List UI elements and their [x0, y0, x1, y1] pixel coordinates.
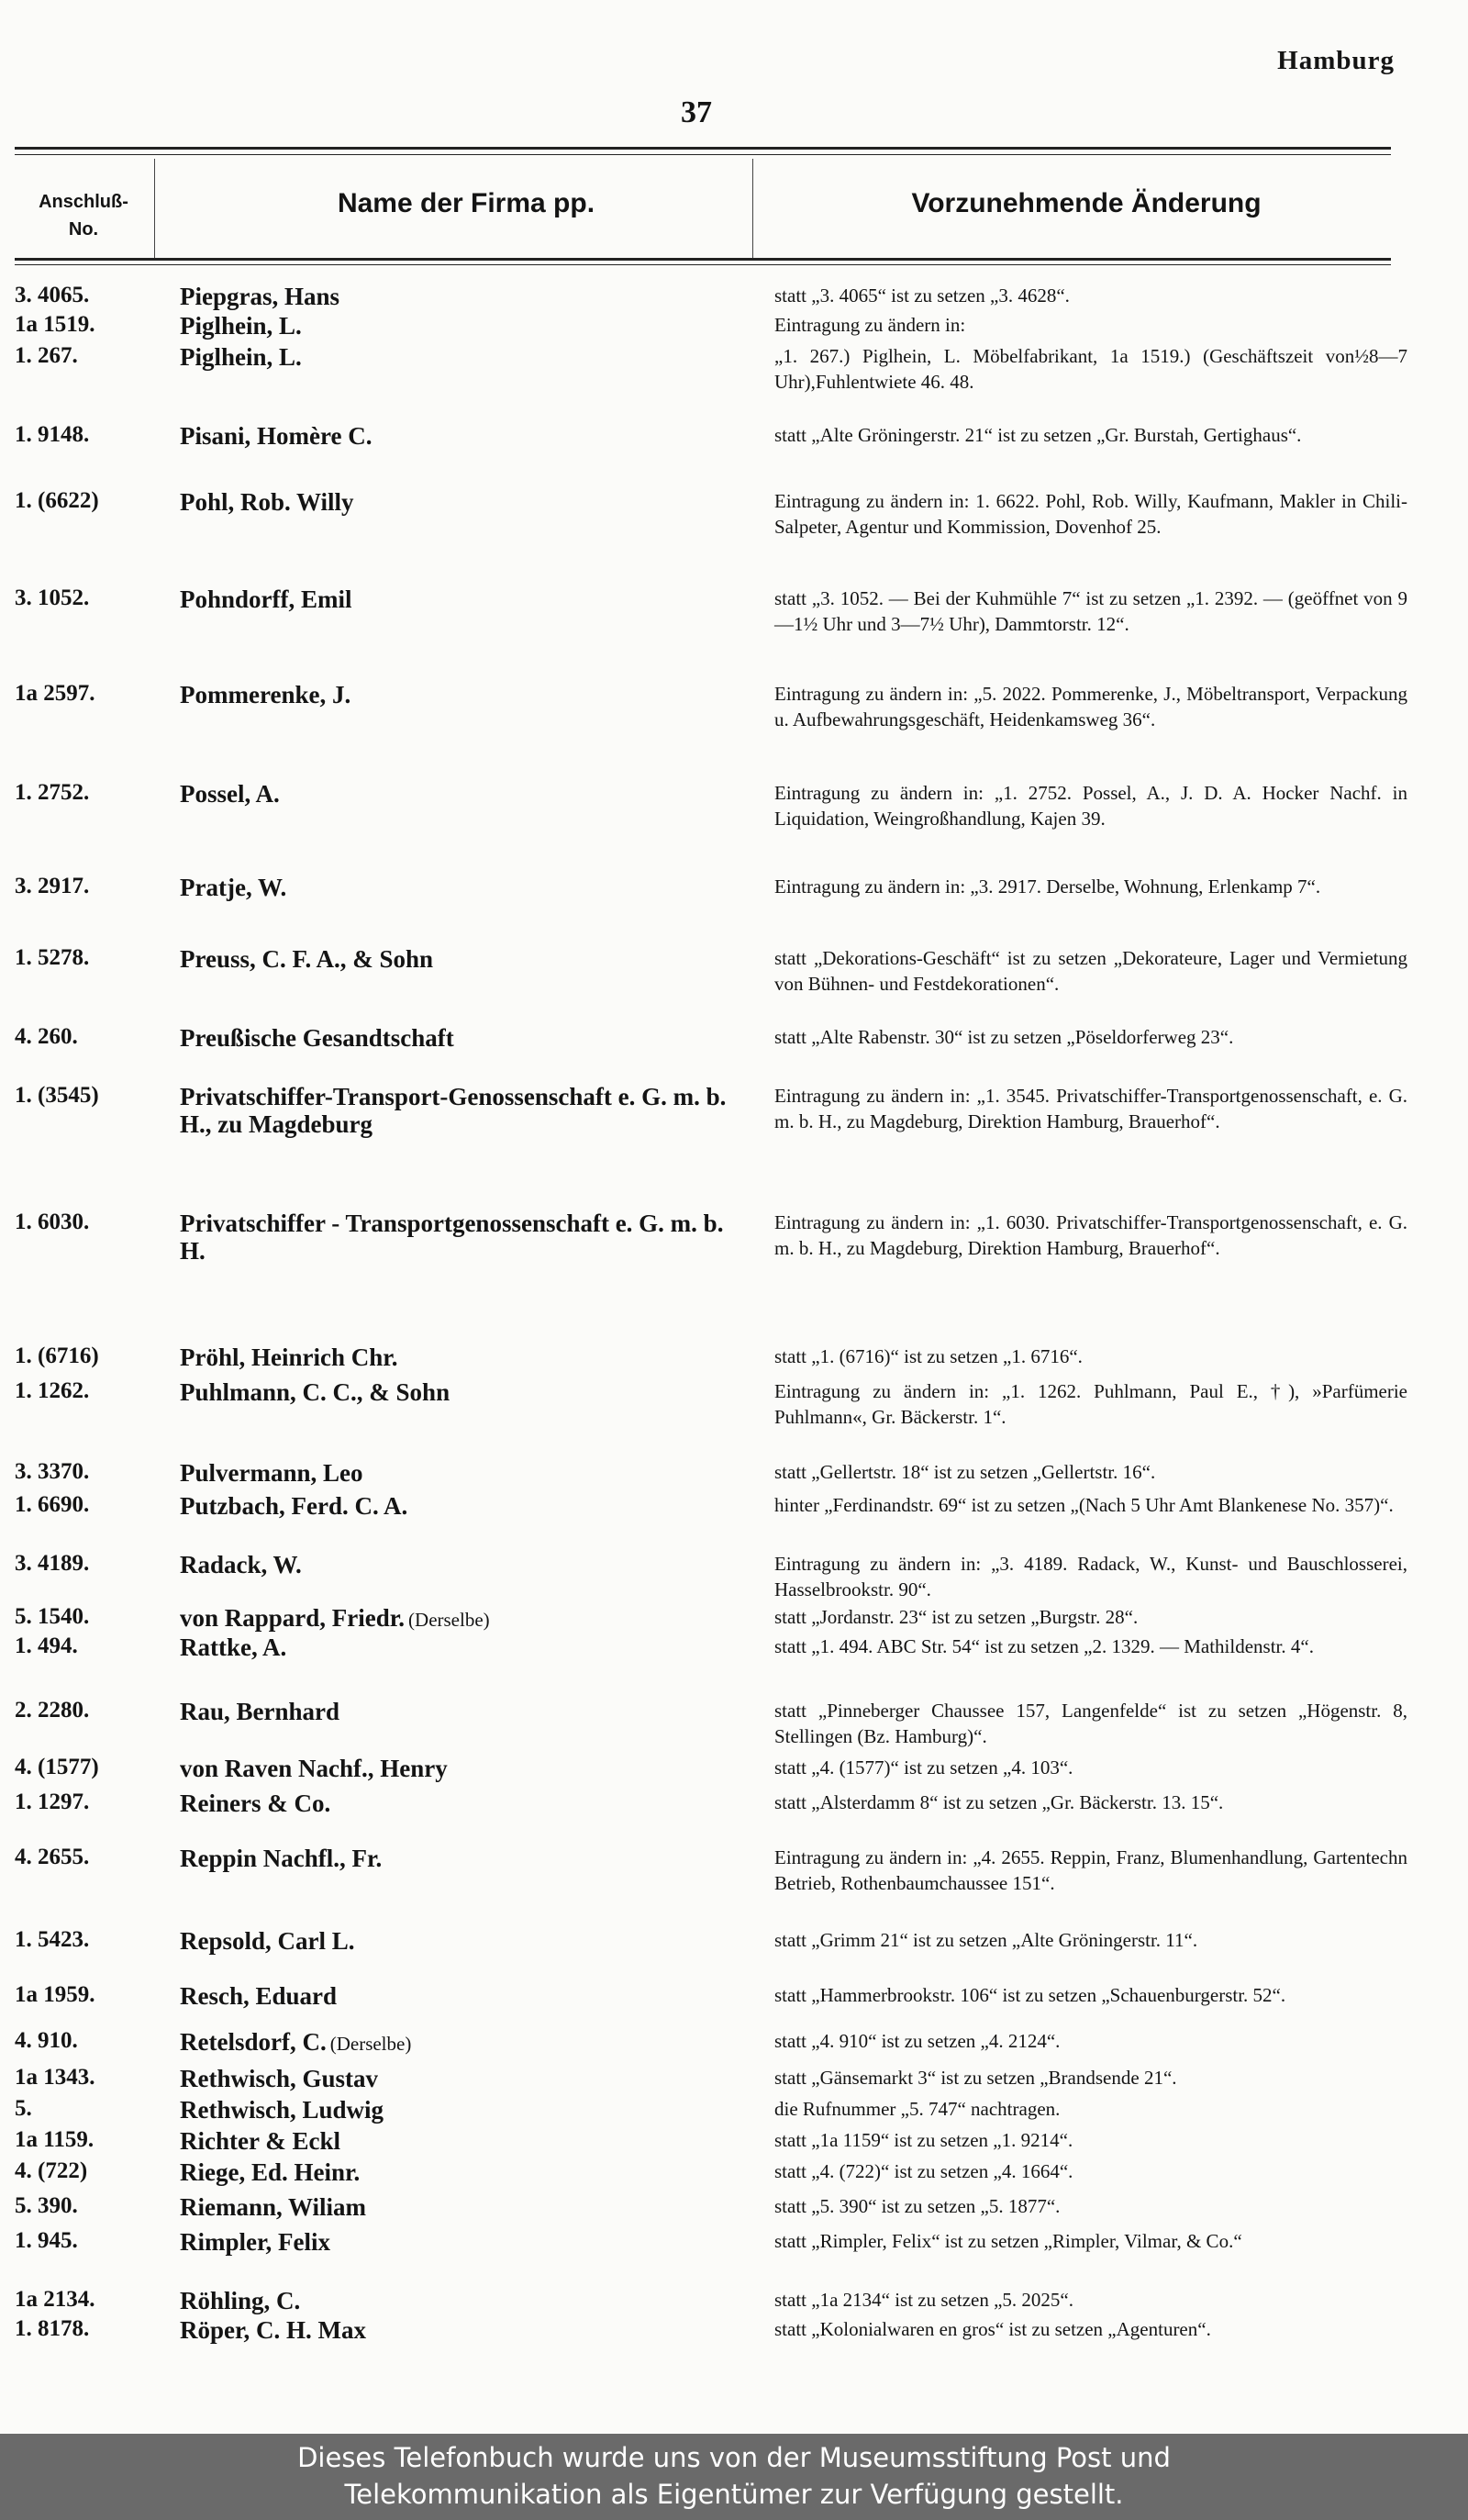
- change-text: statt „1. 494. ABC Str. 54“ ist zu setzen „2. 1329. — Mathildenstr. 4“.: [774, 1635, 1314, 1657]
- change-text: Eintragung zu ändern in: „1. 1262. Puhlmann, Paul E., †), »Parfümerie Puhlmann«, Gr. Bäckerstr. 1“.: [774, 1380, 1407, 1428]
- firm-name-text: Richter & Eckl: [180, 2127, 344, 2155]
- firm-name-text: Pröhl, Heinrich Chr.: [180, 1344, 402, 1371]
- change-text: statt „Rimpler, Felix“ ist zu setzen „Rimpler, Vilmar, & Co.“: [774, 2230, 1242, 2252]
- change-text: die Rufnummer „5. 747“ nachtragen.: [774, 2098, 1061, 2120]
- firm-name: [180, 2065, 754, 2092]
- connection-number: 4. 2655.: [15, 1845, 90, 1869]
- firm-name: [180, 1982, 754, 2010]
- firm-name: [180, 585, 754, 613]
- firm-name: [180, 780, 754, 808]
- region-heading: Hamburg: [1277, 46, 1395, 75]
- firm-name-text: Repsold, Carl L.: [180, 1927, 359, 1955]
- change-text: Eintragung zu ändern in: „1. 2752. Possel, A., J. D. A. Hocker Nachf. in Liquidation, Weingroßhandlung, Kajen 39.: [774, 782, 1407, 830]
- connection-number: 5.: [15, 2096, 32, 2121]
- firm-name-text: Reppin Nachfl., Fr.: [180, 1845, 385, 1872]
- connection-number: 1. 267.: [15, 343, 78, 368]
- firm-name-text: Piepgras, Hans: [180, 283, 343, 310]
- firm-name: [180, 1492, 754, 1520]
- firm-name-text: Rau, Bernhard: [180, 1698, 343, 1725]
- firm-name: [180, 1634, 754, 1661]
- firm-name-text: Pohl, Rob. Willy: [180, 488, 358, 516]
- connection-number: 1. 494.: [15, 1634, 78, 1658]
- firm-name: [180, 1845, 754, 1872]
- firm-name-text: Pulvermann, Leo: [180, 1459, 367, 1487]
- firm-name-text: Possel, A.: [180, 780, 284, 808]
- change-text: statt „Grimm 21“ ist zu setzen „Alte Gröningerstr. 11“.: [774, 1929, 1198, 1951]
- change-text: Eintragung zu ändern in: „1. 6030. Privatschiffer-Transportgenossenschaft, e. G. m. b. H., zu Magdeburg, Direktion Hamburg, Brauerhof“.: [774, 1211, 1407, 1259]
- firm-name-text: Privatschiffer - Transportgenossenschaft e. G. m. b. H.: [180, 1210, 724, 1265]
- firm-name-text: Pratje, W.: [180, 874, 290, 901]
- change-text: statt „Gänsemarkt 3“ ist zu setzen „Brandsende 21“.: [774, 2067, 1177, 2089]
- firm-name: [180, 1790, 754, 1817]
- column-header-number-line2: No.: [68, 219, 99, 240]
- firm-name: [180, 1755, 754, 1782]
- change-text: statt „1a 1159“ ist zu setzen „1. 9214“.: [774, 2129, 1073, 2151]
- firm-name-text: Reiners & Co.: [180, 1790, 334, 1817]
- firm-name-text: Piglhein, L.: [180, 343, 306, 371]
- firm-name: [180, 1024, 754, 1052]
- column-header-number: [15, 188, 152, 243]
- change-text: statt „4. (1577)“ ist zu setzen „4. 103“.: [774, 1756, 1073, 1778]
- change-text: Eintragung zu ändern in: „3. 2917. Derselbe, Wohnung, Erlenkamp 7“.: [774, 875, 1321, 898]
- firm-name-text: Preußische Gesandtschaft: [180, 1024, 458, 1052]
- top-rule-thin: [15, 154, 1391, 155]
- connection-number: 1. 5423.: [15, 1927, 90, 1952]
- firm-name-text: Preuss, C. F. A., & Sohn: [180, 945, 437, 973]
- change-text: Eintragung zu ändern in: „3. 4189. Radack, W., Kunst- und Bauschlosserei, Hasselbrookstr. 90“.: [774, 1553, 1407, 1600]
- change-text: statt „4. (722)“ ist zu setzen „4. 1664“.: [774, 2160, 1073, 2182]
- connection-number: 1. 1262.: [15, 1378, 90, 1403]
- firm-name: [180, 874, 754, 901]
- firm-name: [180, 488, 754, 516]
- firm-name-text: Riege, Ed. Heinr.: [180, 2158, 363, 2186]
- footer-line-1: Dieses Telefonbuch wurde uns von der Museumsstiftung Post und: [297, 2442, 1171, 2473]
- firm-name-text: Pisani, Homère C.: [180, 422, 375, 450]
- firm-name-text: Pommerenke, J.: [180, 681, 354, 708]
- connection-number: 1a 1343.: [15, 2065, 95, 2090]
- connection-number: 1. 9148.: [15, 422, 90, 447]
- firm-name-text: von Raven Nachf., Henry: [180, 1755, 451, 1782]
- firm-name-text: Röper, C. H. Max: [180, 2316, 370, 2344]
- change-text: statt „Dekorations-Geschäft“ ist zu setzen „Dekorateure, Lager und Vermietung von Bühnen- und Festdekorationen“.: [774, 947, 1407, 995]
- footer-notice: [0, 2434, 1468, 2520]
- connection-number: 4. (722): [15, 2158, 88, 2183]
- connection-number: 1. (3545): [15, 1083, 99, 1108]
- change-text: statt „Alsterdamm 8“ ist zu setzen „Gr. Bäckerstr. 13. 15“.: [774, 1791, 1224, 1813]
- firm-name-text: Rattke, A.: [180, 1634, 290, 1661]
- firm-name: [180, 1698, 754, 1725]
- change-text: Eintragung zu ändern in: „4. 2655. Reppin, Franz, Blumenhandlung, Gartentechn Betrieb, Rothenbaumchaussee 151“.: [774, 1846, 1407, 1894]
- firm-name-text: Piglhein, L.: [180, 312, 306, 340]
- firm-name-text: Puhlmann, C. C., & Sohn: [180, 1378, 453, 1406]
- firm-name: [180, 1210, 754, 1265]
- change-text: Eintragung zu ändern in: 1. 6622. Pohl, Rob. Willy, Kaufmann, Makler in Chili-Salpeter, Agentur und Kommission, Dovenhof 25.: [774, 490, 1407, 538]
- change-text: statt „Hammerbrookstr. 106“ ist zu setzen „Schauenburgerstr. 52“.: [774, 1984, 1286, 2006]
- firm-name-text: Röhling, C.: [180, 2287, 304, 2314]
- firm-name: [180, 2287, 754, 2314]
- change-text: statt „Alte Rabenstr. 30“ ist zu setzen „Pöseldorferweg 23“.: [774, 1026, 1234, 1048]
- firm-name: [180, 1344, 754, 1371]
- connection-number: 1. 8178.: [15, 2316, 90, 2341]
- firm-name: [180, 2096, 754, 2124]
- firm-name: [180, 1927, 754, 1955]
- connection-number: 1. 5278.: [15, 945, 90, 970]
- column-header-number-line1: Anschluß-: [39, 192, 128, 212]
- firm-name: [180, 1551, 754, 1578]
- connection-number: 1a 2597.: [15, 681, 95, 706]
- firm-name-text: Resch, Eduard: [180, 1982, 340, 2010]
- firm-name: [180, 312, 754, 340]
- firm-name: [180, 945, 754, 973]
- column-header-change: Vorzunehmende Änderung: [911, 188, 1262, 218]
- change-text: statt „3. 4065“ ist zu setzen „3. 4628“.: [774, 284, 1070, 307]
- connection-number: 1. 945.: [15, 2228, 78, 2253]
- connection-number: 3. 1052.: [15, 585, 90, 610]
- firm-name-text: Rimpler, Felix: [180, 2228, 334, 2256]
- page-number: 37: [681, 95, 712, 129]
- firm-name: [180, 422, 754, 450]
- connection-number: 3. 3370.: [15, 1459, 90, 1484]
- connection-number: 1. 2752.: [15, 780, 90, 805]
- firm-name: [180, 2316, 754, 2344]
- column-divider-2: [752, 159, 753, 258]
- firm-name-text: Rethwisch, Ludwig: [180, 2096, 387, 2124]
- connection-number: 1. (6716): [15, 1344, 99, 1368]
- firm-name: [180, 2228, 754, 2256]
- change-text: Eintragung zu ändern in: „5. 2022. Pommerenke, J., Möbeltransport, Verpackung u. Aufbewahrungsgeschäft, Heidenkamsweg 36“.: [774, 683, 1407, 730]
- change-text: statt „5. 390“ ist zu setzen „5. 1877“.: [774, 2195, 1061, 2217]
- firm-name-text: von Rappard, Friedr.: [180, 1604, 408, 1632]
- firm-name: [180, 2158, 754, 2186]
- change-text: statt „Kolonialwaren en gros“ ist zu setzen „Agenturen“.: [774, 2318, 1211, 2340]
- column-divider-1: [154, 159, 155, 258]
- firm-name: [180, 1083, 754, 1138]
- firm-name: [180, 681, 754, 708]
- connection-number: 3. 4065.: [15, 283, 90, 307]
- change-text: „1. 267.) Piglhein, L. Möbelfabrikant, 1a 1519.) (Geschäftszeit von½8—7 Uhr),Fuhlentwiete 46. 48.: [774, 345, 1407, 393]
- connection-number: 1a 1959.: [15, 1982, 95, 2007]
- connection-number: 5. 1540.: [15, 1604, 90, 1629]
- firm-name-text: Radack, W.: [180, 1551, 306, 1578]
- top-rule: [15, 147, 1391, 150]
- connection-number: 1. (6622): [15, 488, 99, 513]
- firm-name: [180, 343, 754, 371]
- change-text: statt „Gellertstr. 18“ ist zu setzen „Gellertstr. 16“.: [774, 1461, 1156, 1483]
- change-text: statt „Pinneberger Chaussee 157, Langenfelde“ ist zu setzen „Högenstr. 8, Stellingen (Bz. Hamburg)“.: [774, 1700, 1407, 1747]
- connection-number: 4. 910.: [15, 2028, 78, 2053]
- change-text: Eintragung zu ändern in: „1. 3545. Privatschiffer-Transportgenossenschaft, e. G. m. b. H., zu Magdeburg, Direktion Hamburg, Brauerhof“.: [774, 1085, 1407, 1132]
- header-under-rule: [15, 264, 1391, 265]
- firm-name: [180, 2028, 754, 2057]
- firm-name-note: (Derselbe): [408, 1609, 494, 1631]
- firm-name-text: Riemann, Wiliam: [180, 2193, 370, 2221]
- table-header: [15, 159, 1391, 261]
- change-text: Eintragung zu ändern in:: [774, 314, 966, 336]
- change-text: statt „Jordanstr. 23“ ist zu setzen „Burgstr. 28“.: [774, 1606, 1139, 1628]
- connection-number: 1. 6030.: [15, 1210, 90, 1234]
- connection-number: 1. 6690.: [15, 1492, 90, 1517]
- firm-name-text: Privatschiffer-Transport-Genossenschaft e. G. m. b. H., zu Magdeburg: [180, 1083, 727, 1138]
- connection-number: 1a 2134.: [15, 2287, 95, 2312]
- connection-number: 5. 390.: [15, 2193, 78, 2218]
- firm-name: [180, 2127, 754, 2155]
- column-header-name: Name der Firma pp.: [337, 188, 595, 218]
- firm-name-text: Retelsdorf, C.: [180, 2028, 330, 2056]
- connection-number: 4. 260.: [15, 1024, 78, 1049]
- firm-name-note: (Derselbe): [330, 2033, 416, 2055]
- connection-number: 3. 4189.: [15, 1551, 90, 1576]
- connection-number: 4. (1577): [15, 1755, 99, 1779]
- firm-name: [180, 1459, 754, 1487]
- firm-name: [180, 2193, 754, 2221]
- change-text: hinter „Ferdinandstr. 69“ ist zu setzen „(Nach 5 Uhr Amt Blankenese No. 357)“.: [774, 1494, 1394, 1516]
- connection-number: 1a 1159.: [15, 2127, 95, 2152]
- firm-name: [180, 1378, 754, 1406]
- firm-name-text: Pohndorff, Emil: [180, 585, 356, 613]
- connection-number: 1a 1519.: [15, 312, 95, 337]
- change-text: statt „4. 910“ ist zu setzen „4. 2124“.: [774, 2030, 1061, 2052]
- connection-number: 3. 2917.: [15, 874, 90, 898]
- footer-line-2: Telekommunikation als Eigentümer zur Verfügung gestellt.: [344, 2479, 1124, 2510]
- connection-number: 2. 2280.: [15, 1698, 90, 1723]
- change-text: statt „3. 1052. — Bei der Kuhmühle 7“ ist zu setzen „1. 2392. — (geöffnet von 9—1½ Uhr und 3—7½ Uhr), Dammtorstr. 12“.: [774, 587, 1407, 635]
- connection-number: 1. 1297.: [15, 1790, 90, 1814]
- change-text: statt „Alte Gröningerstr. 21“ ist zu setzen „Gr. Burstah, Gertighaus“.: [774, 424, 1302, 446]
- firm-name: [180, 283, 754, 310]
- firm-name-text: Rethwisch, Gustav: [180, 2065, 382, 2092]
- firm-name: [180, 1604, 754, 1634]
- firm-name-text: Putzbach, Ferd. C. A.: [180, 1492, 411, 1520]
- change-text: statt „1. (6716)“ ist zu setzen „1. 6716“.: [774, 1345, 1083, 1367]
- change-text: statt „1a 2134“ ist zu setzen „5. 2025“.: [774, 2289, 1073, 2311]
